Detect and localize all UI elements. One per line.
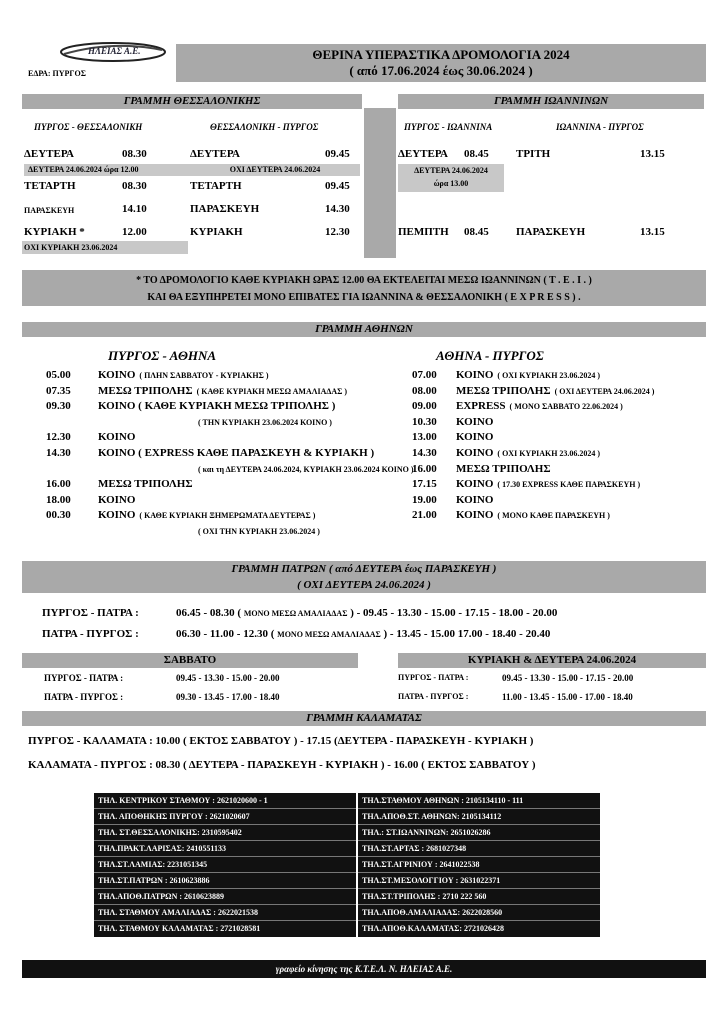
phone-entry: ΤΗΛ.ΣΤ.ΛΑΜΙΑΣ: 2231051345: [94, 857, 356, 873]
athens-right-time: 08.00: [412, 384, 437, 397]
thess-title: ΓΡΑΜΜΗ ΘΕΣΣΑΛΟΝΙΚΗΣ: [22, 94, 362, 109]
athens-left-note: ( ΠΛΗΝ ΣΑΒΒΑΤΟΥ - ΚΥΡΙΑΚΗΣ ): [139, 371, 269, 380]
ioan-note1: [398, 164, 504, 192]
athens-left-note: ( ΟΧΙ ΤΗΝ ΚΥΡΙΑΚΗ 23.06.2024 ): [198, 527, 320, 536]
ioan-r1-t1: 08.45: [464, 148, 489, 160]
patra-r2-note: ΜΟΝΟ ΜΕΣΩ ΑΜΑΛΙΑΔΑΣ: [277, 630, 381, 639]
ioan-r1-t2: 13.15: [640, 148, 665, 160]
notice-box: [22, 270, 706, 306]
athens-right-note: ( ΟΧΙ ΚΥΡΙΑΚΗ 23.06.2024 ): [497, 449, 601, 458]
seat-label: ΕΔΡΑ: ΠΥΡΓΟΣ: [28, 69, 86, 78]
athens-left-service: ΚΟΙΝΟ: [98, 369, 136, 381]
athens-right-time: 16.00: [412, 462, 437, 475]
thess-r2-t2: 09.45: [325, 180, 350, 192]
patra-r2-a: 06.30 - 11.00 - 12.30 (: [176, 628, 275, 640]
ioan-note1b: ώρα 13.00: [433, 179, 469, 188]
athens-left-row: [46, 400, 339, 412]
notice-line1: * ΤΟ ΔΡΟΜΟΛΟΓΙΟ ΚΑΘΕ ΚΥΡΙΑΚΗ ΩΡΑΣ 12.00 ΘΑ ΕΚΤΕΛΕΙΤΑΙ ΜΕΣΩ ΙΩΑΝΝΙΝΩΝ ( Τ . Ε . Ι . ): [136, 275, 592, 286]
athens-left-service: ΚΟΙΝΟ ( EXPRESS ΚΑΘΕ ΠΑΡΑΣΚΕΥΗ & ΚΥΡΙΑΚΗ ): [98, 447, 375, 459]
thess-r3-t2: 14.30: [325, 203, 350, 215]
thess-r4-t2: 12.30: [325, 226, 350, 238]
athens-right-note: ( ΜΟΝΟ ΣΑΒΒΑΤΟ 22.06.2024 ): [509, 402, 623, 412]
athens-right-note: ( 17.30 EXPRESS ΚΑΘΕ ΠΑΡΑΣΚΕΥΗ ): [497, 480, 641, 490]
athens-left-row: [46, 478, 197, 490]
athens-left-row: [46, 416, 332, 428]
athens-right-time: 07.00: [412, 369, 437, 381]
sun-r2: 11.00 - 13.45 - 15.00 - 17.00 - 18.40: [502, 692, 633, 702]
athens-right-row: [412, 509, 610, 521]
patra-r1-label: ΠΥΡΓΟΣ - ΠΑΤΡΑ :: [42, 607, 139, 619]
footer-bar: γραφείο κίνησης της Κ.Τ.Ε.Λ. Ν. ΗΛΕΙΑΣ Α.Ε.: [22, 960, 706, 978]
athens-left-row: [46, 525, 320, 537]
thess-r4-d1: ΚΥΡΙΑΚΗ *: [24, 226, 85, 238]
patra-r1: [176, 607, 557, 619]
athens-left-note: ( ΤΗΝ ΚΥΡΙΑΚΗ 23.06.2024 ΚΟΙΝΟ ): [198, 417, 332, 427]
athens-right-note: ( ΟΧΙ ΔΕΥΤΕΡΑ 24.06.2024 ): [554, 386, 655, 396]
ioan-note1a: ΔΕΥΤΕΡΑ 24.06.2024: [414, 166, 488, 175]
thess-dir2: ΘΕΣΣΑΛΟΝΙΚΗ - ΠΥΡΓΟΣ: [210, 122, 319, 132]
athens-right-row: [412, 400, 623, 412]
athens-dir2: ΑΘΗΝΑ - ΠΥΡΓΟΣ: [436, 348, 544, 363]
ioan-r2-d1: ΠΕΜΠΤΗ: [398, 226, 449, 238]
phone-entry: ΤΗΛ. ΣΤΑΘΜΟΥ ΚΑΛΑΜΑΤΑΣ : 2721028581: [98, 924, 261, 933]
athens-right-time: 13.00: [412, 431, 437, 444]
athens-left-service: ΚΟΙΝΟ: [98, 431, 136, 444]
thess-note4: ΟΧΙ ΚΥΡΙΑΚΗ 23.06.2024: [22, 241, 188, 254]
athens-left-service: ΚΟΙΝΟ: [98, 493, 136, 506]
athens-left-note: ( ΚΑΘΕ ΚΥΡΙΑΚΗ ΜΕΣΩ ΑΜΑΛΙΑΔΑΣ ): [196, 386, 348, 396]
sun-r1-label: ΠΥΡΓΟΣ - ΠΑΤΡΑ :: [398, 673, 469, 682]
athens-right-service: ΜΕΣΩ ΤΡΙΠΟΛΗΣ: [456, 462, 551, 475]
thess-r2-d2: ΤΕΤΑΡΤΗ: [190, 180, 242, 192]
athens-right-service: ΚΟΙΝΟ: [456, 447, 494, 459]
athens-right-time: 10.30: [412, 415, 437, 428]
athens-left-time: 16.00: [46, 478, 71, 491]
athens-title: ΓΡΑΜΜΗ ΑΘΗΝΩΝ: [22, 322, 706, 337]
athens-right-row: [412, 431, 497, 443]
phone-entry: ΤΗΛ.ΣΤΑΘΜΟΥ ΑΘΗΝΩΝ : 2105134110 - 111: [358, 793, 600, 809]
phone-entry: ΤΗΛ.ΣΤ.ΑΓΡΙΝΙΟΥ : 2641022538: [358, 857, 600, 873]
phone-entry: ΤΗΛ.ΣΤ.ΠΑΤΡΩΝ : 2610623886: [94, 873, 356, 889]
athens-left-time: 18.00: [46, 493, 71, 506]
ioan-title: ΓΡΑΜΜΗ ΙΩΑΝΝΙΝΩΝ: [398, 94, 704, 109]
thess-dir1: ΠΥΡΓΟΣ - ΘΕΣΣΑΛΟΝΙΚΗ: [34, 122, 143, 132]
athens-right-time: 21.00: [412, 509, 437, 522]
kalamata-title: ΓΡΑΜΜΗ ΚΑΛΑΜΑΤΑΣ: [22, 711, 706, 726]
ioan-r2-t2: 13.15: [640, 226, 665, 238]
thess-r4-t1: 12.00: [122, 226, 147, 238]
sunday-title: ΚΥΡΙΑΚΗ & ΔΕΥΤΕΡΑ 24.06.2024: [398, 653, 706, 668]
athens-left-row: [46, 509, 315, 521]
patra-title1: ΓΡΑΜΜΗ ΠΑΤΡΩΝ ( από ΔΕΥΤΕΡΑ έως ΠΑΡΑΣΚΕΥΗ ): [231, 563, 497, 575]
logo: [58, 38, 168, 64]
athens-left-row: [46, 431, 139, 443]
athens-left-row: [46, 463, 414, 475]
athens-right-service: ΚΟΙΝΟ: [456, 493, 494, 506]
athens-right-time: 17.15: [412, 478, 437, 491]
athens-left-time: 09.30: [46, 400, 71, 413]
athens-left-row: [46, 447, 378, 459]
phone-entry: ΤΗΛ.ΠΡΑΚΤ.ΛΑΡΙΣΑΣ: 2410551133: [94, 841, 356, 857]
thess-r1-d2: ΔΕΥΤΕΡΑ: [190, 148, 240, 160]
phone-entry: ΤΗΛ.ΣΤ.ΤΡΙΠΟΛΗΣ : 2710 222 560: [358, 889, 600, 905]
thess-r1-t2: 09.45: [325, 148, 350, 160]
ioan-r1-d1: ΔΕΥΤΕΡΑ: [398, 148, 448, 160]
athens-right-row: [412, 447, 600, 459]
athens-right-row: [412, 494, 497, 506]
athens-right-note: ( ΟΧΙ ΚΥΡΙΑΚΗ 23.06.2024 ): [497, 371, 601, 380]
athens-right-time: 14.30: [412, 447, 437, 459]
athens-left-note: ( και τη ΔΕΥΤΕΡΑ 24.06.2024, ΚΥΡΙΑΚΗ 23.06.2024 ΚΟΙΝΟ ): [198, 464, 414, 474]
patra-r2: [176, 628, 550, 640]
ioan-dir2: ΙΩΑΝΝΙΝΑ - ΠΥΡΓΟΣ: [556, 122, 644, 132]
page-subtitle: ( από 17.06.2024 έως 30.06.2024 ): [349, 63, 533, 78]
patra-r1-a: 06.45 - 08.30 (: [176, 607, 242, 619]
athens-left-service: ΚΟΙΝΟ ( ΚΑΘΕ ΚΥΡΙΑΚΗ ΜΕΣΩ ΤΡΙΠΟΛΗΣ ): [98, 400, 336, 413]
athens-right-service: ΚΟΙΝΟ: [456, 415, 494, 428]
patra-r2-label: ΠΑΤΡΑ - ΠΥΡΓΟΣ :: [42, 628, 139, 640]
phone-entry: ΤΗΛ. ΑΠΟΘΗΚΗΣ ΠΥΡΓΟΥ : 2621020607: [94, 809, 356, 825]
thess-r1-d1: ΔΕΥΤΕΡΑ: [24, 148, 74, 160]
athens-left-service: ΜΕΣΩ ΤΡΙΠΟΛΗΣ: [98, 384, 193, 397]
athens-right-note: ( ΜΟΝΟ ΚΑΘΕ ΠΑΡΑΣΚΕΥΗ ): [497, 511, 610, 521]
athens-left-service: ΜΕΣΩ ΤΡΙΠΟΛΗΣ: [98, 478, 193, 491]
sun-r2-label: ΠΑΤΡΑ - ΠΥΡΓΟΣ :: [398, 692, 469, 701]
athens-right-service: ΚΟΙΝΟ: [456, 431, 494, 444]
athens-right-time: 19.00: [412, 493, 437, 506]
thess-r3-d1: ΠΑΡΑΣΚΕΥΗ: [24, 206, 75, 215]
athens-right-service: EXPRESS: [456, 400, 506, 413]
athens-left-time: 05.00: [46, 369, 71, 381]
phone-entry: ΤΗΛ.ΑΠΟΘ.ΚΑΛΑΜΑΤΑΣ: 2721026428: [362, 924, 505, 933]
phone-entry: ΤΗΛ. ΚΕΝΤΡΙΚΟΥ ΣΤΑΘΜΟΥ : 2621020600 - 1: [94, 793, 356, 809]
athens-left-time: 12.30: [46, 431, 71, 444]
page-title-box: [176, 44, 706, 82]
phones-right-panel: [358, 793, 600, 937]
ioan-r2-d2: ΠΑΡΑΣΚΕΥΗ: [516, 226, 586, 238]
athens-right-service: ΚΟΙΝΟ: [456, 509, 494, 522]
athens-right-row: [412, 385, 654, 397]
phone-entry: ΤΗΛ.ΑΠΟΘ.ΠΑΤΡΩΝ : 2610623889: [94, 889, 356, 905]
thess-r3-t1: 14.10: [122, 203, 147, 215]
athens-right-row: [412, 416, 497, 428]
athens-dir1: ΠΥΡΓΟΣ - ΑΘΗΝΑ: [108, 348, 217, 363]
thess-r2-t1: 08.30: [122, 180, 147, 192]
thess-r2-d1: ΤΕΤΑΡΤΗ: [24, 180, 76, 192]
page-title: ΘΕΡΙΝΑ ΥΠΕΡΑΣΤΙΚΑ ΔΡΟΜΟΛΟΓΙΑ 2024: [312, 47, 570, 62]
athens-left-time: 14.30: [46, 447, 71, 459]
saturday-title: ΣΑΒΒΑΤΟ: [22, 653, 358, 668]
athens-right-time: 09.00: [412, 400, 437, 413]
athens-left-time: 00.30: [46, 509, 71, 522]
phone-entry: ΤΗΛ.: ΣΤ.ΙΩΑΝΝΙΝΩΝ: 2651026286: [358, 825, 600, 841]
sat-r1: 09.45 - 13.30 - 15.00 - 20.00: [176, 673, 280, 683]
athens-left-row: [46, 494, 139, 506]
notice-line2: ΚΑΙ ΘΑ ΕΞΥΠΗΡΕΤΕΙ ΜΟΝΟ ΕΠΙΒΑΤΕΣ ΓΙΑ ΙΩΑΝΝΙΝΑ & ΘΕΣΣΑΛΟΝΙΚΗ ( E X P R E S S ) .: [147, 292, 581, 303]
patra-title2: ( ΟΧΙ ΔΕΥΤΕΡΑ 24.06.2024 ): [297, 579, 431, 591]
athens-left-time: 07.35: [46, 384, 71, 397]
column-separator: [364, 108, 396, 258]
thess-note1b: ΟΧΙ ΔΕΥΤΕΡΑ 24.06.2024: [190, 164, 360, 176]
thess-r1-t1: 08.30: [122, 148, 147, 160]
athens-left-note: ( ΚΑΘΕ ΚΥΡΙΑΚΗ ΞΗΜΕΡΩΜΑΤΑ ΔΕΥΤΕΡΑΣ ): [139, 511, 316, 521]
athens-left-service: ΚΟΙΝΟ: [98, 509, 136, 522]
thess-r3-d2: ΠΑΡΑΣΚΕΥΗ: [190, 203, 260, 215]
patra-r1-b: ) - 09.45 - 13.30 - 15.00 - 17.15 - 18.00 - 20.00: [350, 607, 558, 619]
athens-right-row: [412, 369, 600, 381]
kalamata-r2: ΚΑΛΑΜΑΤΑ - ΠΥΡΓΟΣ : 08.30 ( ΔΕΥΤΕΡΑ - ΠΑΡΑΣΚΕΥΗ - ΚΥΡΙΑΚΗ ) - 16.00 ( ΕΚΤΟΣ ΣΑΒΒΑΤΟΥ ): [28, 759, 536, 771]
sat-r1-label: ΠΥΡΓΟΣ - ΠΑΤΡΑ :: [44, 673, 124, 683]
phone-entry: ΤΗΛ. ΣΤ.ΘΕΣΣΑΛΟΝΙΚΗΣ: 2310595402: [94, 825, 356, 841]
phone-entry: ΤΗΛ.ΣΤ.ΜΕΣΟΛΟΓΓΙΟΥ : 2631022371: [358, 873, 600, 889]
phone-entry: ΤΗΛ.ΑΠΟΘ.ΣΤ. ΑΘΗΝΩΝ: 2105134112: [358, 809, 600, 825]
phone-entry: ΤΗΛ.ΣΤ.ΑΡΤΑΣ : 2681027348: [358, 841, 600, 857]
athens-right-row: [412, 463, 555, 475]
patra-r1-note: ΜΟΝΟ ΜΕΣΩ ΑΜΑΛΙΑΔΑΣ: [243, 609, 348, 618]
logo-text: ΗΛΕΙΑΣ Α.Ε.: [88, 46, 141, 56]
athens-left-row: [46, 369, 269, 381]
phones-left-panel: [94, 793, 356, 937]
sat-r2-label: ΠΑΤΡΑ - ΠΥΡΓΟΣ :: [44, 692, 124, 702]
ioan-dir1: ΠΥΡΓΟΣ - ΙΩΑΝΝΙΝΑ: [404, 122, 493, 132]
patra-r2-b: ) - 13.45 - 15.00 17.00 - 18.40 - 20.40: [383, 628, 551, 640]
ioan-r1-d2: ΤΡΙΤΗ: [516, 148, 551, 160]
athens-left-row: [46, 385, 347, 397]
sun-r1: 09.45 - 13.30 - 15.00 - 17.15 - 20.00: [502, 673, 634, 683]
sat-r2: 09.30 - 13.45 - 17.00 - 18.40: [176, 692, 280, 702]
thess-note1a: ΔΕΥΤΕΡΑ 24.06.2024 ώρα 12.00: [24, 164, 190, 176]
athens-right-service: ΚΟΙΝΟ: [456, 478, 494, 491]
thess-r4-d2: ΚΥΡΙΑΚΗ: [190, 226, 243, 238]
athens-right-service: ΚΟΙΝΟ: [456, 369, 494, 381]
athens-right-service: ΜΕΣΩ ΤΡΙΠΟΛΗΣ: [456, 384, 551, 397]
kalamata-r1: ΠΥΡΓΟΣ - ΚΑΛΑΜΑΤΑ : 10.00 ( ΕΚΤΟΣ ΣΑΒΒΑΤΟΥ ) - 17.15 (ΔΕΥΤΕΡΑ - ΠΑΡΑΣΚΕΥΗ - ΚΥΡΙΑΚΗ ): [28, 735, 534, 747]
phone-entry: ΤΗΛ.ΑΠΟΘ.ΑΜΑΛΙΑΔΑΣ: 2622028560: [358, 905, 600, 921]
patra-title-box: [22, 561, 706, 593]
athens-right-row: [412, 478, 640, 490]
phone-entry: ΤΗΛ. ΣΤΑΘΜΟΥ ΑΜΑΛΙΑΔΑΣ : 2622021538: [94, 905, 356, 921]
ioan-r2-t1: 08.45: [464, 226, 489, 238]
